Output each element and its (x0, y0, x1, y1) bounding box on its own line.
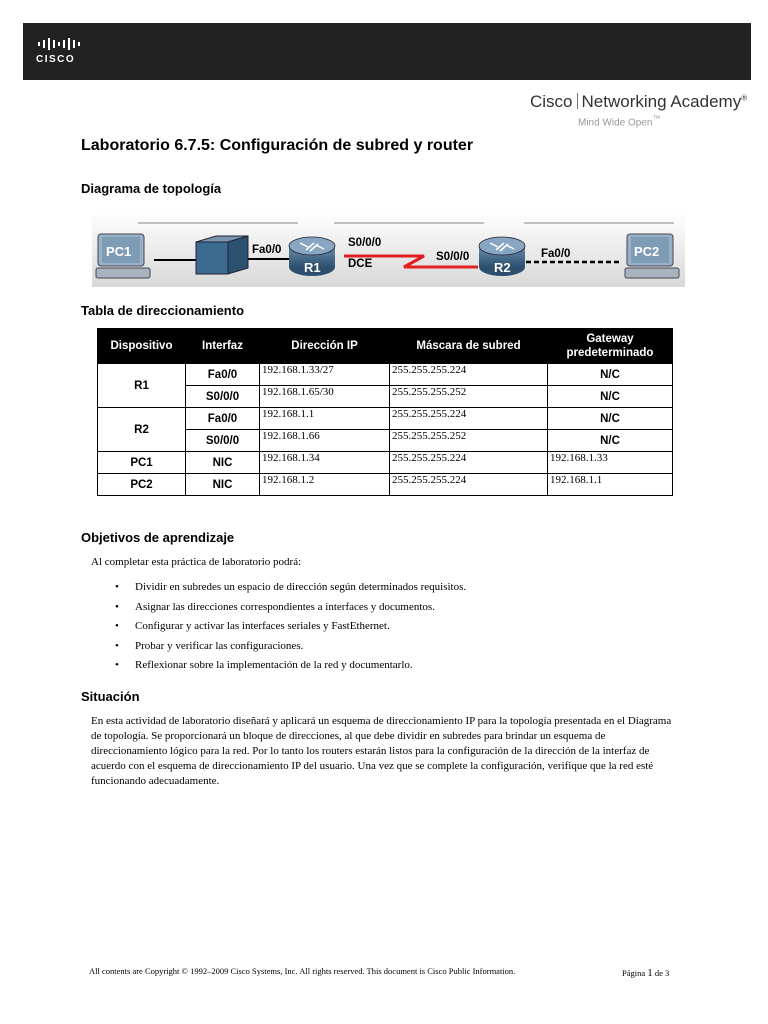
cisco-bars-icon (38, 37, 96, 51)
cell-mask: 255.255.255.224 (390, 408, 548, 430)
page-number (622, 967, 669, 979)
table-row (98, 452, 673, 474)
cell-gateway: 192.168.1.33 (548, 452, 673, 474)
page-total: de 3 (654, 968, 670, 978)
header-mask: Máscara de subred (390, 329, 548, 364)
header-ip: Dirección IP (260, 329, 390, 364)
cisco-wordmark: CISCO (36, 54, 76, 65)
document-title: Laboratorio 6.7.5: Configuración de subred y router (81, 137, 474, 154)
cell-mask: 255.255.255.224 (390, 452, 548, 474)
academy-registered-mark: ® (741, 93, 748, 103)
r1-fa-label: Fa0/0 (252, 244, 282, 256)
list-item: • Asignar las direcciones correspondientes a interfaces y documentos. (115, 599, 466, 619)
cell-ip: 192.168.1.1 (260, 408, 390, 430)
cell-device: R1 (98, 364, 186, 408)
header-bar (23, 23, 751, 80)
cell-ip: 192.168.1.33/27 (260, 364, 390, 386)
dce-label: DCE (348, 258, 373, 270)
page-label: Página (622, 968, 646, 978)
r2-label: R2 (494, 260, 511, 275)
cell-mask: 255.255.255.224 (390, 474, 548, 496)
networking-academy-logo (530, 92, 748, 132)
cell-device: PC2 (98, 474, 186, 496)
r1-label: R1 (304, 260, 321, 275)
cell-interface: S0/0/0 (186, 430, 260, 452)
cell-ip: 192.168.1.2 (260, 474, 390, 496)
list-item: • Dividir en subredes un espacio de dirección según determinados requisitos. (115, 579, 466, 599)
cell-ip: 192.168.1.66 (260, 430, 390, 452)
cell-interface: Fa0/0 (186, 364, 260, 386)
cell-interface: NIC (186, 452, 260, 474)
table-row (98, 474, 673, 496)
cisco-logo (36, 37, 96, 69)
addressing-heading: Tabla de direccionamiento (81, 303, 245, 318)
cell-mask: 255.255.255.252 (390, 386, 548, 408)
header-gateway: Gateway predeterminado (548, 329, 673, 364)
objectives-intro: Al completar esta práctica de laboratorio podrá: (91, 556, 302, 568)
switch-icon (196, 236, 248, 274)
academy-tagline: Mind Wide Open (578, 117, 653, 129)
cell-interface: NIC (186, 474, 260, 496)
objectives-list (115, 579, 466, 677)
cell-device: R2 (98, 408, 186, 452)
cell-gateway: N/C (548, 408, 673, 430)
pc1-label: PC1 (106, 244, 132, 259)
topology-diagram (92, 212, 685, 287)
cell-device: PC1 (98, 452, 186, 474)
topology-heading: Diagrama de topología (81, 181, 222, 196)
cell-mask: 255.255.255.252 (390, 430, 548, 452)
copyright-notice: All contents are Copyright © 1992–2009 Cisco Systems, Inc. All rights reserved. This document is Cisco Public Information. (89, 966, 516, 976)
cell-interface: Fa0/0 (186, 408, 260, 430)
table-header-row (98, 329, 673, 364)
page-current: 1 (647, 967, 653, 979)
table-row (98, 364, 673, 386)
cell-gateway: 192.168.1.1 (548, 474, 673, 496)
table-row (98, 408, 673, 430)
r2-fa-label: Fa0/0 (541, 248, 571, 260)
cell-gateway: N/C (548, 364, 673, 386)
academy-name: Networking Academy (581, 92, 742, 111)
scenario-heading: Situación (81, 689, 140, 704)
addressing-table (97, 328, 673, 496)
list-item: • Probar y verificar las configuraciones. (115, 638, 466, 658)
list-item: • Reflexionar sobre la implementación de la red y documentarlo. (115, 657, 466, 677)
cell-mask: 255.255.255.224 (390, 364, 548, 386)
academy-tagline-mark: ™ (652, 114, 661, 123)
cell-ip: 192.168.1.65/30 (260, 386, 390, 408)
objectives-heading: Objetivos de aprendizaje (81, 530, 235, 545)
r2-serial-label: S0/0/0 (436, 251, 470, 263)
r1-serial-label: S0/0/0 (348, 237, 382, 249)
header-device: Dispositivo (98, 329, 186, 364)
cell-interface: S0/0/0 (186, 386, 260, 408)
scenario-text: En esta actividad de laboratorio diseñará y aplicará un esquema de direccionamiento IP para la topología presentada en el Diagrama de topología. Se proporcionará un bloque de direcciones, al que debe dividir en subredes para brindar un esquema de direccionamiento lógico para la red. Por lo tanto los routers estarán listos para la configuración de la dirección de la interfaz de acuerdo con el esquema de direccionamiento IP del usuario. Una vez que se complete la configuración, verifique que la red esté funcionando adecuadamente. (91, 715, 672, 787)
academy-brand: Cisco (530, 92, 573, 111)
cell-gateway: N/C (548, 386, 673, 408)
list-item: • Configurar y activar las interfaces seriales y FastEthernet. (115, 618, 466, 638)
cell-ip: 192.168.1.34 (260, 452, 390, 474)
header-interface: Interfaz (186, 329, 260, 364)
cell-gateway: N/C (548, 430, 673, 452)
pc2-label: PC2 (634, 244, 660, 259)
